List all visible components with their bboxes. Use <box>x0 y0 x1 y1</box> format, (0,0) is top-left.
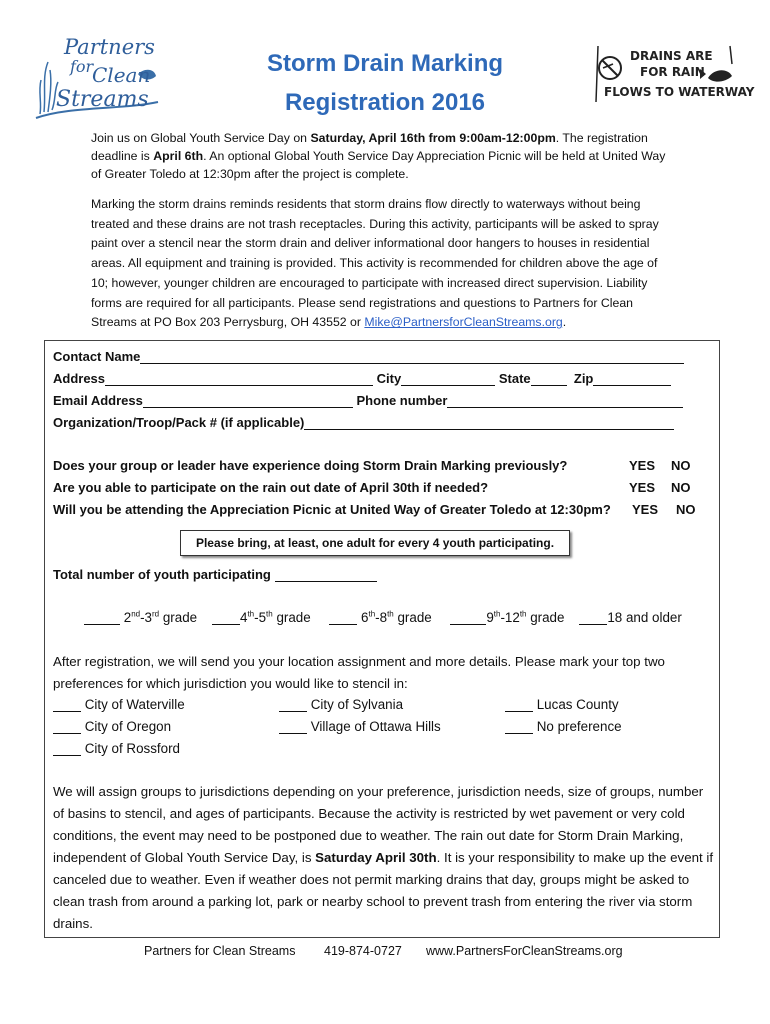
email-phone-field[interactable]: Email Address Phone number <box>53 393 683 408</box>
jurisdiction-ottawa-hills[interactable]: Village of Ottawa Hills <box>279 719 441 734</box>
jurisdiction-oregon[interactable]: City of Oregon <box>53 719 171 734</box>
grade-2-3[interactable]: 2nd-3rd grade <box>84 610 197 625</box>
svg-text:for: for <box>70 57 94 76</box>
jurisdiction-waterville[interactable]: City of Waterville <box>53 697 185 712</box>
svg-text:Clean: Clean <box>92 63 151 87</box>
jurisdiction-sylvania[interactable]: City of Sylvania <box>279 697 403 712</box>
adult-ratio-notice: Please bring, at least, one adult for every 4 youth participating. <box>180 530 570 556</box>
contact-name-field[interactable]: Contact Name <box>53 349 684 364</box>
question-picnic: Will you be attending the Appreciation Picnic at United Way of Greater Toledo at 12:30pm? <box>53 502 611 517</box>
footer-org: Partners for Clean Streams <box>144 944 296 958</box>
yes-option[interactable]: YES <box>629 458 656 473</box>
svg-text:FLOWS TO WATERWAY: FLOWS TO WATERWAY <box>604 85 755 99</box>
footer-website[interactable]: www.PartnersForCleanStreams.org <box>426 944 623 958</box>
svg-text:Partners: Partners <box>64 35 155 59</box>
closing-paragraph: We will assign groups to jurisdictions depending on your preference, jurisdiction needs, size of groups, number of basins to stencil, and ages of participants. Because the activity is restricted by wet pavement or very cold conditions, the event may need to be postponed due to weather. The rain out date for Storm Drain Marking, independent of Global Youth Service Day, is Saturday April 30th. It is your responsibility to make up the event if canceled due to weather. Even if weather does not permit marking drains that day, groups might be asked to clean trash from around a parking lot, park or nearby school to prevent trash from entering the river via storm drains. <box>53 784 714 931</box>
intro-paragraph-2: Marking the storm drains reminds residents that storm drains flow directly to waterways without being treated and these drains are not trash receptacles. During this activity, participants will be asked to spray paint over a stencil near the storm drain and deliver informational door hangers to houses in residential areas. All equipment and training is provided. This activity is recommended for children above the age of 10; however, younger children are encouraged to participate with increased direct supervision. Liability forms are required for all participants. Please send registrations and questions to Partners for Clean Streams at PO Box 203 Perrysburg, OH 43552 or Mike@PartnersforCleanStreams.org. <box>91 197 659 330</box>
grade-18-older[interactable]: 18 and older <box>579 610 681 625</box>
grade-9-12[interactable]: 9th-12th grade <box>450 610 564 625</box>
svg-text:FOR RAIN: FOR RAIN <box>640 65 705 79</box>
grade-4-5[interactable]: 4th-5th grade <box>212 610 311 625</box>
no-option[interactable]: NO <box>671 480 691 495</box>
yes-option[interactable]: YES <box>632 502 659 517</box>
grade-6-8[interactable]: 6th-8th grade <box>329 610 431 625</box>
page-title: Storm Drain Marking <box>266 50 504 77</box>
question-experience: Does your group or leader have experience doing Storm Drain Marking previously? <box>53 458 568 473</box>
jurisdiction-rossford[interactable]: City of Rossford <box>53 741 180 756</box>
svg-text:Streams: Streams <box>56 87 149 112</box>
yes-option[interactable]: YES <box>629 480 656 495</box>
jurisdiction-lucas-county[interactable]: Lucas County <box>505 697 619 712</box>
question-rain-out: Are you able to participate on the rain out date of April 30th if needed? <box>53 480 489 495</box>
no-option[interactable]: NO <box>671 458 691 473</box>
page-subtitle: Registration 2016 <box>284 89 486 116</box>
grade-options <box>84 610 682 625</box>
footer-phone: 419-874-0727 <box>324 944 402 958</box>
no-option[interactable]: NO <box>676 502 696 517</box>
jurisdiction-no-preference[interactable]: No preference <box>505 719 622 734</box>
total-youth-field[interactable]: Total number of youth participating <box>53 567 377 582</box>
intro-paragraph-1: Join us on Global Youth Service Day on Saturday, April 16th from 9:00am-12:00pm. The registration deadline is April 6th. An optional Global Youth Service Day Appreciation Picnic will be held at United Way of Greater Toledo at 12:30pm after the project is complete. <box>91 131 666 181</box>
preferences-intro: After registration, we will send you your location assignment and more details. Please mark your top two preferences for which jurisdiction you would like to stencil in: <box>53 654 665 691</box>
address-field[interactable]: Address City State Zip <box>53 371 671 386</box>
email-link[interactable]: Mike@PartnersforCleanStreams.org <box>364 315 563 330</box>
no-trash-icon <box>599 57 621 79</box>
svg-text:DRAINS ARE: DRAINS ARE <box>630 49 713 63</box>
organization-field[interactable]: Organization/Troop/Pack # (if applicable) <box>53 415 674 430</box>
partners-for-clean-streams-logo <box>30 32 160 122</box>
drains-are-for-rain-logo <box>594 44 755 104</box>
